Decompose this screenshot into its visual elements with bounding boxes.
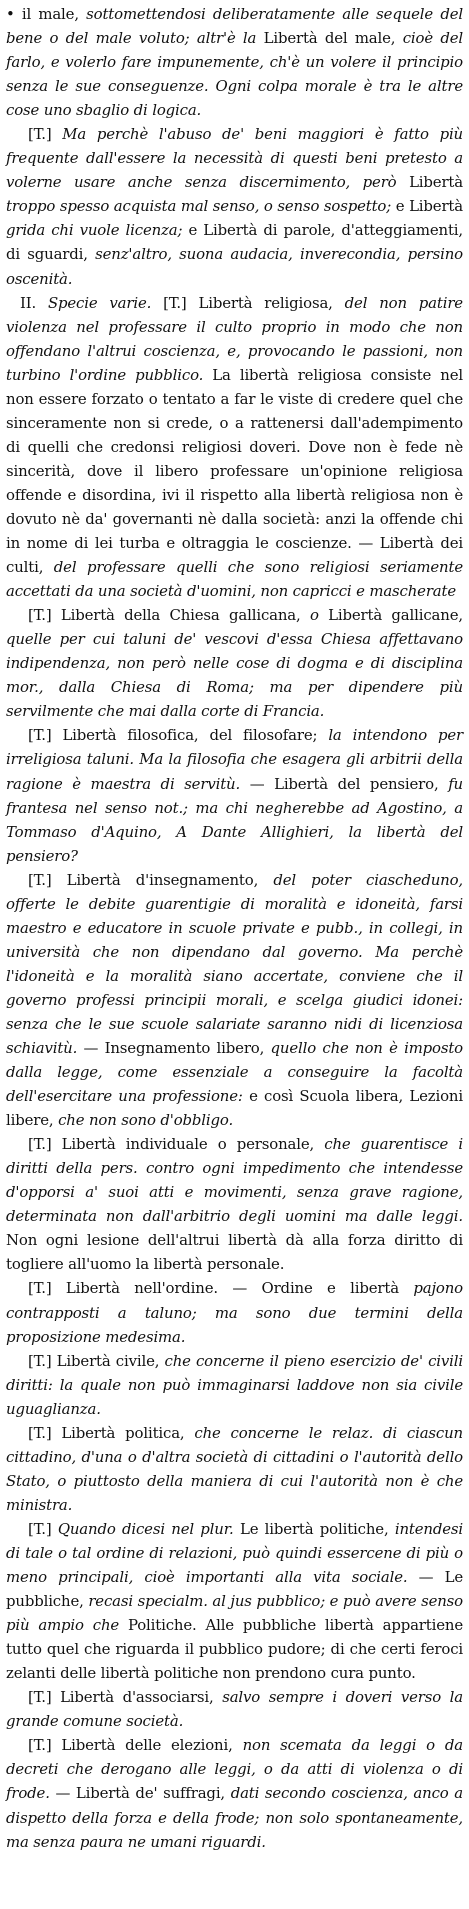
italic-text: troppo spesso acquista mal senso, o senso sospetto; — [6, 197, 396, 216]
italic-text: cioè del farlo, e volerlo fare impunemente, ch'è un volere il principio senza le sue conseguenze. Ogni colpa morale è tra le altre cose uno sbaglio di logica. — [6, 29, 463, 120]
italic-text: che concerne le relaz. di ciascun cittadino, d'una o d'altra società di cittadini o l'autorità dello Stato, o piuttosto della maniera di cui l'autorità non è che ministra. — [6, 1423, 463, 1514]
roman-text: Libertà gallicane, — [318, 606, 463, 625]
roman-text: • il male, — [6, 5, 87, 23]
roman-text: [T.] Libertà politica, — [28, 1423, 195, 1442]
roman-text: Non ogni lesione dell'altrui libertà dà alla forza diritto di togliere all'uomo la libertà personale. — [6, 1231, 463, 1274]
roman-text: Le libertà politiche, — [233, 1519, 395, 1538]
italic-text: senz'altro, suona audacia, inverecondia, persino oscenità. — [6, 245, 463, 288]
roman-text: — Libertà del pensiero, — [240, 774, 449, 793]
italic-text: o — [309, 606, 319, 625]
entry-paragraph-intro — [6, 2, 463, 122]
italic-text: Ma perchè l'abuso de' beni maggiori è fatto più frequente dall'essere la necessità di questi beni pretesto a volerne usare anche senza discernimento, però — [6, 125, 464, 192]
entry-paragraph-chiesa — [6, 603, 463, 723]
italic-text: che non sono d'obbligo. — [58, 1111, 234, 1130]
italic-text: fu frantesa nel senso not.; ma chi negherebbe ad Agostino, a Tommaso d'Aquino, A Dante Allighieri, la libertà del pensiero? — [6, 774, 463, 865]
roman-text: [T.] Libertà civile, — [28, 1351, 165, 1370]
roman-text: — Libertà de' suffragi, — [49, 1784, 231, 1803]
italic-text: dati secondo coscienza, anco a dispetto della forza e della frode; non solo spontaneamente, ma senza paura ne umani riguardi. — [6, 1784, 463, 1851]
roman-text: Libertà — [263, 29, 318, 48]
roman-text: di parole, d'atteggiamenti, di sguardi, — [6, 221, 463, 264]
italic-text: del professare quelli che sono religiosi seriamente accettati da una società d'uomini, non capricci e mascherate — [6, 558, 463, 601]
roman-text: Politiche. Alle pubbliche libertà appartiene tutto quel che riguarda il pubblico pudore; di che certi feroci zelanti delle libertà politiche non prendono cura punto. — [6, 1616, 463, 1683]
roman-text: [T.] Libertà d'associarsi, — [28, 1688, 223, 1707]
entry-paragraph-individuale — [6, 1132, 463, 1276]
entry-paragraph-abuso — [6, 122, 463, 290]
italic-text: intendesi di tale o tal ordine di relazioni, può quindi essercene di più o meno principali, cioè importanti alla vita sociale. — [6, 1519, 463, 1587]
italic-text: che concerne il pieno esercizio de' civili diritti: la quale non può immaginarsi laddove non sia civile uguaglianza. — [6, 1351, 463, 1418]
italic-text: Specie varie. — [47, 293, 152, 312]
italic-text: pajono contrapposti a taluno; ma sono due termini della proposizione medesima. — [6, 1279, 463, 1346]
roman-text: e — [395, 197, 410, 216]
italic-text: quelle per cui taluni de' vescovi d'essa Chiesa affettavano indipendenza, non però nelle cose di dogma e di disciplina mor., dalla Chiesa di Roma; ma per dipendere più servilmente che mai dalla corte di Francia. — [6, 630, 463, 721]
roman-text: — Insegnamento libero, — [77, 1039, 271, 1058]
italic-text: del non patire violenza nel professare il culto proprio in modo che non offendano l'altrui coscienza, e, provocando le passioni, non turbino l'ordine pubblico. — [6, 293, 463, 384]
italic-text: quello che non è imposto dalla legge, come essenziale a conseguire la facoltà dell'esercitare una professione: — [6, 1039, 463, 1106]
roman-text: Libertà — [409, 173, 463, 192]
entry-paragraph-elezioni — [6, 1733, 463, 1853]
roman-text: [T.] Libertà d'insegnamento, — [28, 870, 274, 889]
roman-text: [T.] Libertà nell'ordine. — Ordine e libertà — [28, 1279, 414, 1298]
roman-text: II. — [20, 293, 48, 312]
italic-text: non scemata da leggi o da decreti che derogano alle leggi, o da atti di violenza o di frode. — [6, 1736, 463, 1803]
entry-paragraph-plur — [6, 1517, 463, 1685]
roman-text: [T.] Libertà filosofica, del filosofare; — [28, 726, 329, 745]
italic-text: grida chi vuole licenza; — [6, 221, 189, 240]
italic-text: la intendono per irreligiosa taluni. Ma la filosofia che esagera gli arbitrii della ragione è maestra di servitù. — [6, 726, 464, 793]
roman-text: [T.] — [28, 1519, 58, 1538]
entry-paragraph-associarsi — [6, 1685, 463, 1733]
roman-text: del male, — [317, 29, 403, 48]
roman-text: La libertà religiosa consiste nel non essere forzato o tentato a far le viste di credere quel che sinceramente non si crede, o a rattenersi dall'adempimento di quelli che credonsi religiosi doveri. Dove non è fede nè sincerità, dove il libero professare un'opinione religiosa offende e disordina, ivi il rispetto alla libertà religiosa non è dovuto nè da' governanti nè dalla società: anzi la offende chi in nome di lei turba e oltraggia le coscienze. — Libertà dei culti, — [6, 365, 463, 577]
entry-paragraph-filosofica — [6, 723, 463, 867]
italic-text: recasi specialm. al jus pubblico; e può avere senso più ampio che — [6, 1592, 463, 1635]
italic-text: Quando dicesi nel plur. — [57, 1519, 234, 1538]
italic-text: sottomettendosi deliberatamente alle sequele del bene o del male voluto; altr'è la — [6, 5, 463, 48]
entry-paragraph-civile — [6, 1349, 463, 1421]
roman-text: Libertà — [409, 197, 463, 216]
entry-paragraph-politica — [6, 1421, 463, 1517]
roman-text: [T.] Libertà individuale o personale, — [28, 1135, 325, 1154]
roman-text: [T.] Libertà della Chiesa gallicana, — [28, 606, 310, 625]
roman-text: [T.] — [28, 125, 63, 144]
entry-paragraph-specie — [6, 291, 463, 604]
italic-text: del poter ciascheduno, offerte le debite guarentigie di moralità e idoneità, farsi maestro e educatore in scuole private e pubb., in collegi, in università che non dipendano dal governo. Ma perchè l'idoneità e la moralità siano accertate, conviene che il governo professi principii morali, e scelga giudici idonei: senza che le sue scuole salariate saranno nidi di licenziosa schiavitù. — [6, 870, 463, 1058]
roman-text: e — [188, 221, 204, 240]
entry-paragraph-ordine — [6, 1276, 463, 1348]
roman-text: [T.] Libertà delle elezioni, — [28, 1736, 243, 1755]
entry-paragraph-insegnamento — [6, 868, 463, 1133]
italic-text: che guarentisce i diritti della pers. contro ogni impedimento che intendesse d'opporsi a' suoi atti e movimenti, senza grave ragione, determinata non dall'arbitrio degli uomini ma dalle leggi. — [6, 1135, 463, 1226]
roman-text: Libertà — [203, 221, 258, 240]
roman-text: [T.] Libertà religiosa, — [151, 293, 345, 312]
italic-text: salvo sempre i doveri verso la grande comune società. — [6, 1688, 463, 1731]
roman-text: e così Scuola libera, Lezioni libere, — [6, 1087, 463, 1130]
roman-text: — Le pubbliche, — [6, 1568, 463, 1611]
